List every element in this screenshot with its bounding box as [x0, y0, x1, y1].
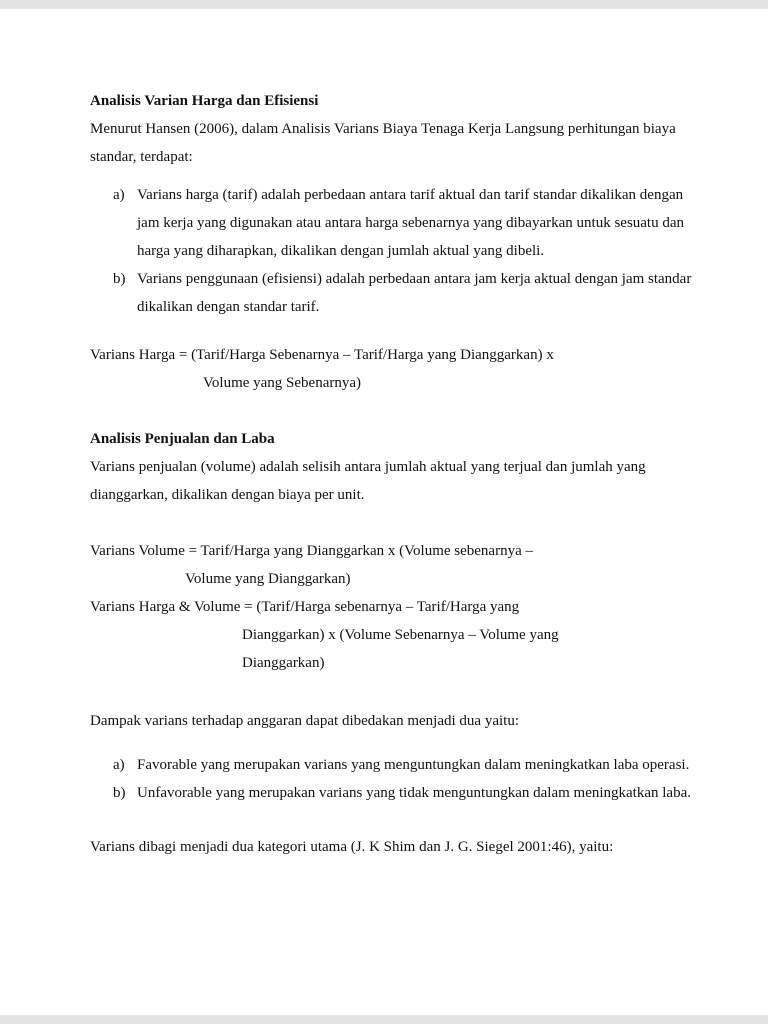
section-heading-varian-harga: Analisis Varian Harga dan Efisiensi: [90, 93, 319, 109]
paragraph-closing: Varians dibagi menjadi dua kategori utama (J. K Shim dan J. G. Siegel 2001:46), yaitu:: [90, 839, 614, 855]
formula-line: Dianggarkan): [242, 655, 325, 671]
formula-line: Varians Volume = Tarif/Harga yang Dianggarkan x (Volume sebenarnya –: [90, 543, 533, 559]
formula-line: Volume yang Dianggarkan): [185, 571, 351, 587]
formula-line: Varians Harga = (Tarif/Harga Sebenarnya – Tarif/Harga yang Dianggarkan) x: [90, 347, 554, 363]
list-varian-types: [90, 181, 702, 321]
paragraph-intro-varian: Menurut Hansen (2006), dalam Analisis Varians Biaya Tenaga Kerja Langsung perhitungan biaya standar, terdapat:: [90, 121, 676, 165]
formula-varians-harga: [90, 341, 702, 397]
list-item-text: Varians penggunaan (efisiensi) adalah perbedaan antara jam kerja aktual dengan jam standar dikalikan dengan standar tarif.: [137, 271, 692, 315]
document-page: [0, 9, 768, 861]
list-marker: b): [113, 785, 126, 801]
list-marker: b): [113, 271, 126, 287]
formula-line: Varians Harga & Volume = (Tarif/Harga sebenarnya – Tarif/Harga yang: [90, 599, 520, 615]
list-item: [113, 181, 702, 265]
list-item: [113, 779, 702, 807]
paragraph-dampak-intro: Dampak varians terhadap anggaran dapat dibedakan menjadi dua yaitu:: [90, 713, 519, 729]
page-top-edge: [0, 0, 768, 9]
paragraph-intro-penjualan: Varians penjualan (volume) adalah selisih antara jumlah aktual yang terjual dan jumlah yang dianggarkan, dikalikan dengan biaya per unit.: [90, 459, 646, 503]
list-item-text: Favorable yang merupakan varians yang menguntungkan dalam meningkatkan laba operasi.: [137, 757, 690, 773]
list-marker: a): [113, 187, 125, 203]
list-marker: a): [113, 757, 125, 773]
section-heading-penjualan-laba: Analisis Penjualan dan Laba: [90, 431, 275, 447]
formula-varians-volume: [90, 537, 702, 593]
formula-line: Volume yang Sebenarnya): [203, 375, 362, 391]
list-item: [113, 751, 702, 779]
page-bottom-edge: [0, 1015, 768, 1024]
list-item-text: Varians harga (tarif) adalah perbedaan antara tarif aktual dan tarif standar dikalikan dengan jam kerja yang digunakan atau antara harga sebenarnya yang dibayarkan untuk sesuatu dan harga yang diharapkan, dikalikan dengan jumlah aktual yang dibeli.: [137, 187, 685, 259]
list-item: [113, 265, 702, 321]
formula-varians-harga-volume: [90, 593, 702, 677]
list-dampak-varians: [90, 751, 702, 807]
formula-line: Dianggarkan) x (Volume Sebenarnya – Volume yang: [242, 627, 559, 643]
list-item-text: Unfavorable yang merupakan varians yang tidak menguntungkan dalam meningkatkan laba.: [137, 785, 691, 801]
